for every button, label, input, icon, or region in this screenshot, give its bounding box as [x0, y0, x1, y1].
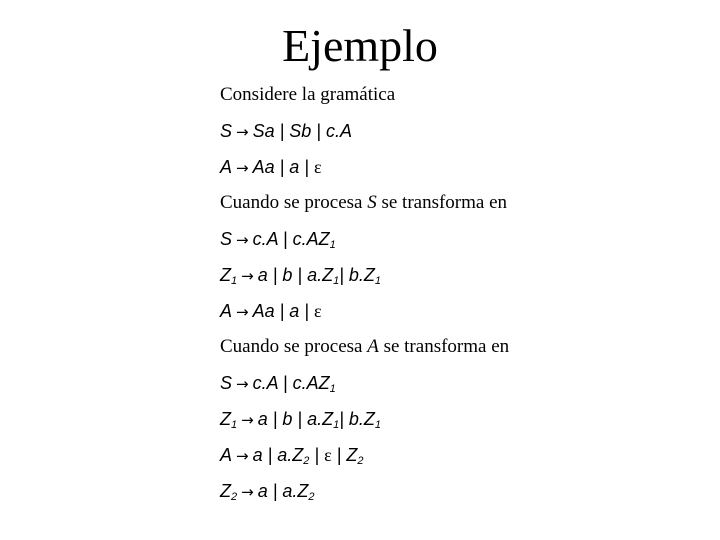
rule-rhs: | — [309, 445, 325, 465]
arrow-symbol: → — [241, 411, 254, 429]
step1-a-rule — [220, 299, 322, 324]
subscript: 1 — [333, 275, 340, 287]
grammar-s-rule — [220, 119, 352, 144]
rule-rhs: | b.Z — [339, 265, 375, 285]
subscript: 1 — [329, 239, 336, 251]
arrow-symbol: → — [241, 267, 254, 285]
step1-z1-rule — [220, 263, 381, 288]
subscript: 2 — [231, 491, 238, 503]
step-text: se transforma en — [378, 336, 510, 357]
arrow-symbol: → — [236, 375, 249, 393]
step2-z1-rule — [220, 407, 381, 432]
step2-z2-rule — [220, 479, 315, 504]
epsilon-symbol: ε — [324, 445, 332, 465]
rule-rhs: | b.Z — [339, 409, 375, 429]
subscript: 1 — [231, 419, 238, 431]
arrow-symbol: → — [236, 447, 249, 465]
epsilon-symbol: ε — [313, 157, 322, 177]
subscript: 1 — [329, 383, 336, 395]
rule-lhs: Z — [220, 409, 231, 429]
rule-rhs: c.A | c.AZ — [252, 229, 330, 249]
arrow-symbol: → — [236, 231, 249, 249]
step-symbol: S — [367, 192, 377, 213]
epsilon-symbol: ε — [313, 301, 322, 321]
rule-rhs: c.A | c.AZ — [252, 373, 330, 393]
step2-heading — [220, 335, 509, 359]
subscript: 1 — [333, 419, 340, 431]
rule-rhs: a | b | a.Z — [257, 409, 334, 429]
rule-lhs: S — [220, 373, 233, 393]
rule-lhs: A — [220, 445, 233, 465]
rule-rhs: Aa | a | — [252, 157, 314, 177]
subscript: 1 — [374, 275, 382, 287]
rule-rhs: Sa | Sb | c.A — [252, 121, 352, 141]
arrow-symbol: → — [236, 303, 249, 321]
rule-lhs: Z — [220, 481, 231, 501]
step-symbol: A — [367, 336, 379, 357]
slide-title: Ejemplo — [282, 20, 438, 71]
arrow-symbol: → — [236, 159, 249, 177]
intro-text: Considere la gramática — [220, 84, 396, 105]
subscript: 2 — [357, 455, 364, 467]
rule-lhs: A — [220, 301, 233, 321]
rule-lhs: Z — [220, 265, 231, 285]
step-text: Cuando se procesa — [220, 336, 368, 357]
step-text: se transforma en — [376, 192, 508, 213]
step1-s-rule — [220, 227, 336, 252]
subscript: 2 — [303, 455, 310, 467]
step2-s-rule — [220, 371, 336, 396]
rule-lhs: A — [220, 157, 233, 177]
grammar-a-rule — [220, 155, 322, 180]
subscript: 1 — [231, 275, 238, 287]
rule-rhs: Aa | a | — [252, 301, 314, 321]
rule-rhs: a | a.Z — [252, 445, 304, 465]
subscript: 1 — [374, 419, 382, 431]
rule-rhs: | Z — [331, 445, 358, 465]
rule-lhs: S — [220, 229, 233, 249]
arrow-symbol: → — [236, 123, 249, 141]
step1-heading — [220, 191, 507, 215]
step2-a-rule — [220, 443, 363, 468]
rule-rhs: a | a.Z — [257, 481, 309, 501]
subscript: 2 — [308, 491, 315, 503]
arrow-symbol: → — [241, 483, 254, 501]
rule-lhs: S — [220, 121, 233, 141]
rule-rhs: a | b | a.Z — [257, 265, 334, 285]
step-text: Cuando se procesa — [220, 192, 368, 213]
